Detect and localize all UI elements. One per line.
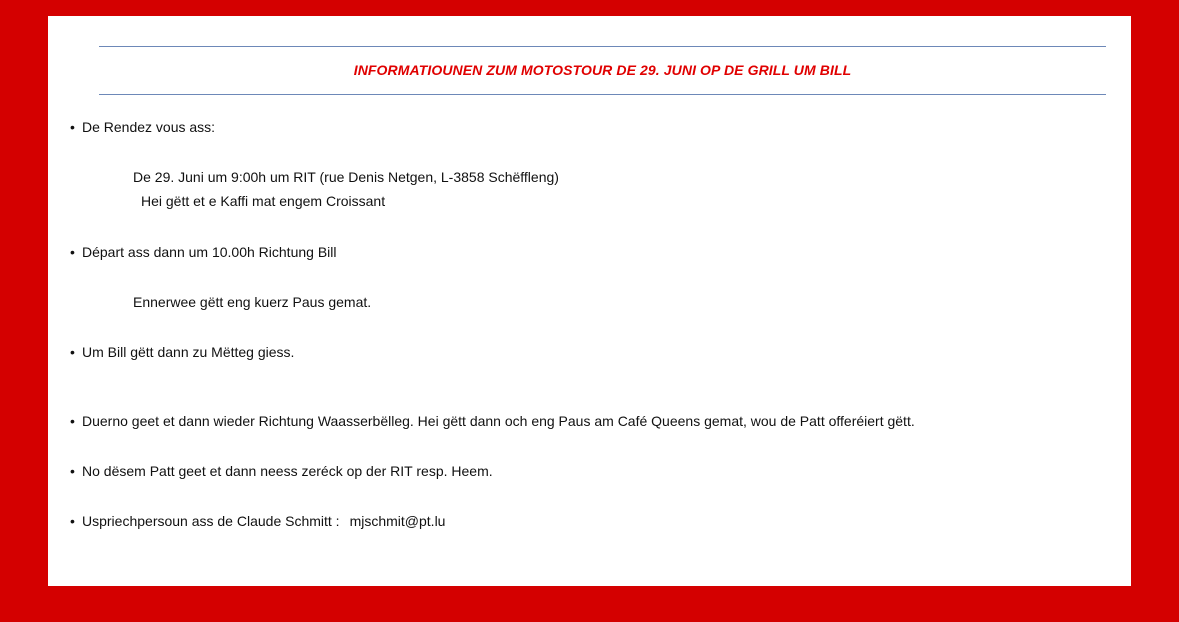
break-text: Ennerwee gëtt eng kuerz Paus gemat. xyxy=(133,294,372,310)
list-item-lunch xyxy=(70,344,294,360)
rendezvous-detail: De 29. Juni um 9:00h um RIT (rue Denis Netgen, L-3858 Schëffleng) xyxy=(133,169,559,185)
title-top-rule xyxy=(99,46,1106,47)
bullet: • xyxy=(70,463,75,479)
contact-email: mjschmit@pt.lu xyxy=(349,513,446,529)
bullet: • xyxy=(70,119,75,135)
list-item-depart xyxy=(70,244,336,260)
rendezvous-coffee: Hei gëtt et e Kaffi mat engem Croissant xyxy=(141,193,386,209)
bullet: • xyxy=(70,513,75,529)
list-item-after xyxy=(70,413,915,429)
document-title: INFORMATIOUNEN ZUM MOTOSTOUR DE 29. JUNI OP DE GRILL UM BILL xyxy=(353,62,852,78)
title-bottom-rule xyxy=(99,94,1106,95)
list-item-rendezvous xyxy=(70,119,215,135)
document-page xyxy=(48,16,1131,586)
contact-text: Uspriechpersoun ass de Claude Schmitt : xyxy=(82,513,340,529)
return-text: No dësem Patt geet et dann neess zeréck op der RIT resp. Heem. xyxy=(82,463,493,479)
list-item-contact xyxy=(70,513,445,529)
after-text: Duerno geet et dann wieder Richtung Waasserbëlleg. Hei gëtt dann och eng Paus am Café Queens gemat, wou de Patt offeréiert gëtt. xyxy=(82,413,915,429)
lunch-text: Um Bill gëtt dann zu Mëtteg giess. xyxy=(82,344,295,360)
depart-text: Départ ass dann um 10.00h Richtung Bill xyxy=(82,244,337,260)
list-item-return xyxy=(70,463,493,479)
rendezvous-text: De Rendez vous ass: xyxy=(82,119,216,135)
bullet: • xyxy=(70,344,75,360)
bullet: • xyxy=(70,413,75,429)
bullet: • xyxy=(70,244,75,260)
